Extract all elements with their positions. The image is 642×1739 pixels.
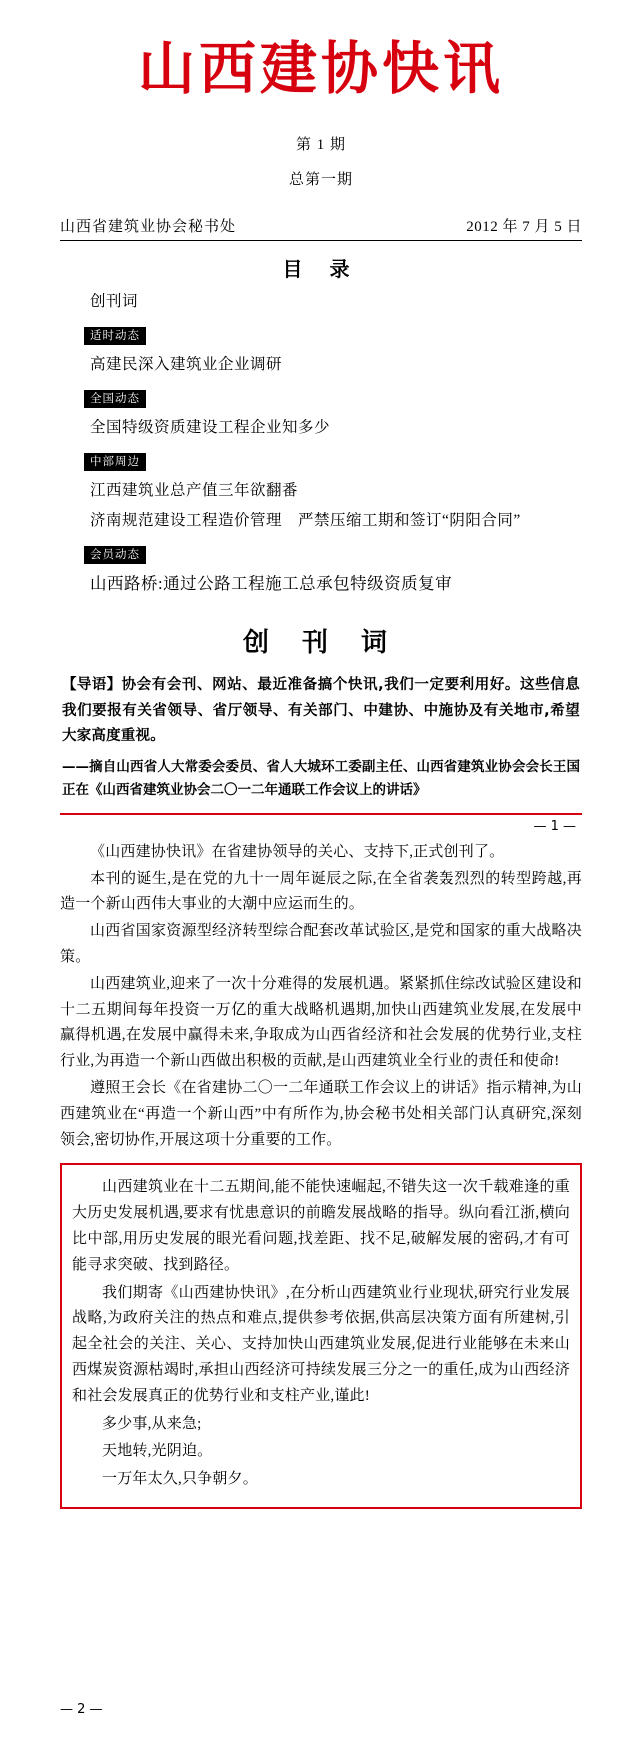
- article-lede: [62, 673, 580, 749]
- paragraph: 天地转,光阴迫。: [102, 1443, 213, 1460]
- publisher-name: 山西省建筑业协会秘书处: [60, 218, 237, 235]
- divider: [60, 813, 582, 815]
- contents-heading: 目 录: [282, 256, 360, 281]
- section-tag: 会员动态: [84, 546, 146, 564]
- article-body: [60, 840, 582, 1154]
- list-item[interactable]: 高建民深入建筑业企业调研: [90, 355, 283, 373]
- paragraph: 山西省国家资源型经济转型综合配套改革试验区,是党和国家的重大战略决策。: [60, 923, 582, 965]
- list-item[interactable]: 创刊词: [90, 292, 139, 310]
- paragraph: 遵照王会长《在省建协二〇一二年通联工作会议上的讲话》指示精神,为山西建筑业在“再造一个新山西”中有所作为,协会秘书处相关部门认真研究,深刻领会,密切协作,开展这项十分重要的工作。: [60, 1079, 582, 1148]
- issue-total: 总第一期: [288, 171, 353, 188]
- list-item[interactable]: 江西建筑业总产值三年欲翻番: [90, 482, 299, 500]
- paragraph: 山西建筑业在十二五期间,能不能快速崛起,不错失这一次千载难逢的重大历史发展机遇,要求有忧患意识的前瞻发展战略的指导。纵向看江浙,横向比中部,用历史发展的眼光看问题,找差距、找不足,破解发展的密码,才有可能寻求突破、找到路径。: [72, 1179, 570, 1273]
- section-tag: 中部周边: [84, 453, 146, 471]
- page-marker: — 1 —: [533, 818, 576, 834]
- article-attribution: ——摘自山西省人大常委会委员、省人大城环工委副主任、山西省建筑业协会会长王国正在《山西省建筑业协会二〇一二年通联工作会议上的讲话》: [62, 758, 580, 799]
- table-of-contents: [60, 290, 582, 597]
- paragraph: 山西建筑业,迎来了一次十分难得的发展机遇。紧紧抓住综改试验区建设和十二五期间每年投资一万亿的重大战略机遇期,加快山西建筑业发展,在发展中赢得机遇,在发展中赢得未来,争取成为山西省经济和社会发展的优势行业,支柱行业,为再造一个新山西做出积极的贡献,是山西建筑业全行业的责任和使命!: [60, 975, 582, 1070]
- publisher-row: [60, 215, 582, 241]
- list-item[interactable]: 全国特级资质建设工程企业知多少: [90, 419, 331, 437]
- paragraph: 本刊的诞生,是在党的九十一周年诞辰之际,在全省袭轰烈烈的转型跨越,再造一个新山西伟大事业的大潮中应运而生的。: [60, 870, 582, 913]
- paragraph: 多少事,从来急;: [102, 1415, 202, 1432]
- highlighted-box: [60, 1163, 582, 1509]
- paragraph: 一万年太久,只争朝夕。: [102, 1471, 258, 1488]
- lede-tag: 【导语】: [62, 677, 122, 694]
- footer-page-number: — 2 —: [60, 1702, 103, 1717]
- paragraph: 《山西建协快讯》在省建协领导的关心、支持下,正式创刊了。: [90, 843, 505, 860]
- section-tag: 适时动态: [84, 327, 146, 345]
- list-item[interactable]: 山西路桥:通过公路工程施工总承包特级资质复审: [90, 573, 453, 593]
- page-title: 山西建协快讯: [138, 35, 504, 102]
- section-tag: 全国动态: [84, 390, 146, 408]
- publication-date: 2012 年 7 月 5 日: [466, 218, 582, 235]
- article-title: 创 刊 词: [242, 628, 400, 659]
- issue-number: 第 1 期: [295, 136, 346, 153]
- paragraph: 我们期寄《山西建协快讯》,在分析山西建筑业行业现状,研究行业发展战略,为政府关注的热点和难点,提供参考依据,供高层决策方面有所建树,引起全社会的关注、关心、支持加快山西建筑业发展,促进行业能够在未来山西煤炭资源枯竭时,承担山西经济可持续发展三分之一的重任,成为山西经济和社会发展真正的优势行业和支柱产业,谨此!: [72, 1284, 570, 1404]
- list-item[interactable]: 济南规范建设工程造价管理 严禁压缩工期和签订“阴阳合同”: [90, 511, 521, 529]
- masthead: [60, 0, 582, 101]
- lede-text: 协会有会刊、网站、最近准备搞个快讯,我们一定要利用好。这些信息我们要报有关省领导、省厅领导、有关部门、中建协、中施协及有关地市,希望大家高度重视。: [62, 677, 580, 745]
